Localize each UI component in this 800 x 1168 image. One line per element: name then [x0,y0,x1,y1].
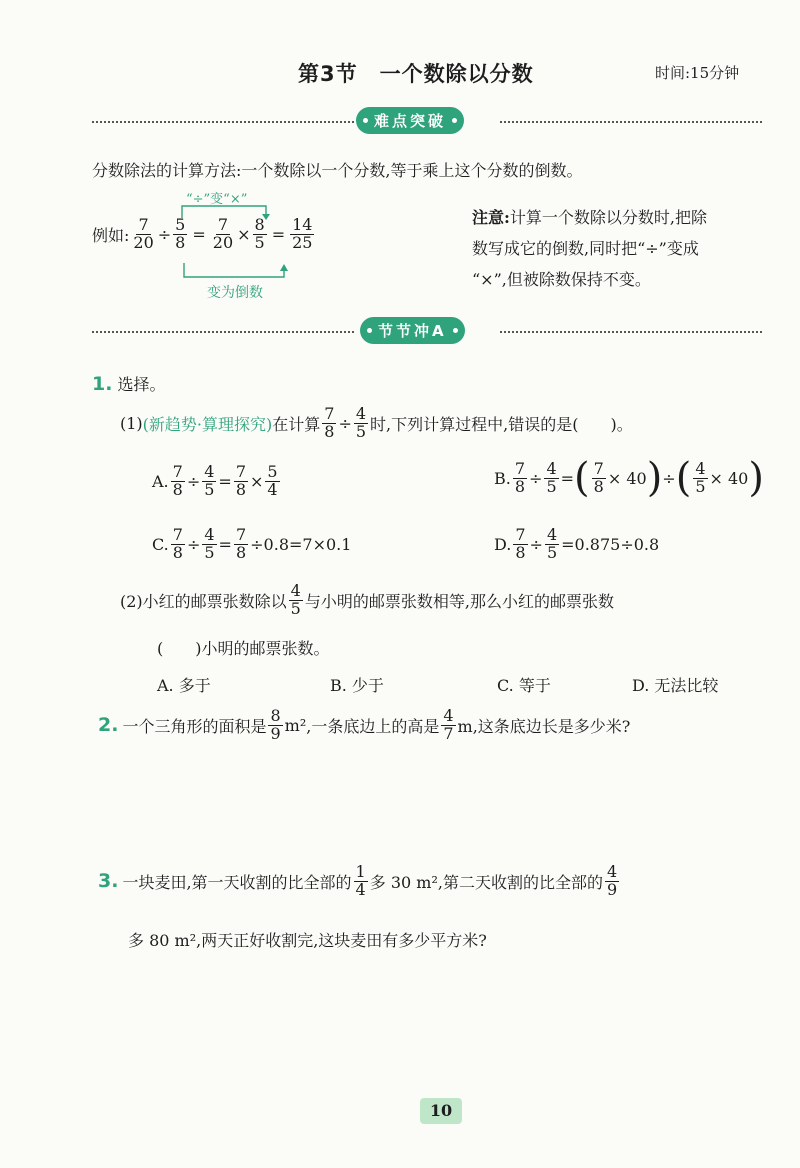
option-c[interactable]: C. $\frac{7}{8}$ ÷ $\frac{4}{5}$ = $\frac{7}{8}$ ÷0.8=7×0.1 [152,525,352,562]
p2-option-d[interactable]: D. 无法比较 [632,676,719,695]
note-line-2: 数写成它的倒数,同时把“÷”变成 [472,239,699,258]
part-text: 时,下列计算过程中,错误的是( )。 [370,414,633,434]
part-label: (1) [120,413,143,433]
annotation-top: “÷”变“×” [186,192,248,207]
question-2 [98,708,630,743]
annotation-bottom: 变为倒数 [207,285,263,301]
section-badge-practice: 节节冲A [360,317,465,344]
example-fraction: $\frac{8}{5}$ [254,215,265,252]
divider-left [92,331,354,333]
question-1-part-2-line-2: ( )小明的邮票张数。 [157,639,330,658]
fraction: $\frac{4}{9}$ [606,862,618,899]
option-d[interactable]: D. $\frac{7}{8}$ ÷ $\frac{4}{5}$ =0.875÷0.8 [494,525,660,562]
unit: m² [284,715,307,735]
times-sign: × [237,224,251,244]
question-text: 一个三角形的面积是 [122,716,267,736]
divide-sign: ÷ [338,413,352,433]
rule-text: 分数除法的计算方法:一个数除以一个分数,等于乘上这个分数的倒数。 [92,161,583,180]
equals-sign: = [271,224,286,244]
option-label: B. [494,468,511,488]
option-label: C. [152,534,169,554]
divider-right [500,331,762,333]
question-text: ,一条底边上的高是 [306,716,440,736]
page-number: 10 [420,1098,462,1124]
time-limit: 时间:15分钟 [655,64,740,82]
note-line-1: 计算一个数除以分数时,把除 [509,208,708,227]
note-label: 注意: [472,208,510,227]
fraction: $\frac{1}{4}$ [355,862,366,899]
part-text: 在计算 [272,414,321,434]
example-fraction: $\frac{7}{20}$ [212,215,234,252]
fraction: $\frac{7}{8}$ [324,404,335,441]
fraction: $\frac{4}{7}$ [443,706,454,743]
part-text: (2)小红的邮票张数除以 [120,591,287,611]
option-a[interactable]: A. $\frac{7}{8}$ ÷ $\frac{4}{5}$ = $\frac{7}{8}$ × $\frac{5}{4}$ [152,462,278,499]
p2-option-c[interactable]: C. 等于 [497,676,551,695]
trend-tag: (新趋势·算理探究) [142,414,273,434]
example-fraction: $\frac{7}{20}$ [133,215,154,252]
question-text: m,这条底边长是多少米? [457,716,631,736]
page-title: 第3节 一个数除以分数 [298,62,534,86]
question-text: 多 30 m²,第二天收割的比全部的 [369,872,603,892]
example-fraction: $\frac{5}{8}$ [175,215,186,252]
p2-option-b[interactable]: B. 少于 [330,676,384,695]
note-line-3: “×”,但被除数保持不变。 [472,270,651,289]
divider-left [92,121,354,123]
question-text: 一块麦田,第一天收割的比全部的 [122,872,352,892]
question-1-part-2 [120,583,614,618]
question-3-line-2: 多 80 m²,两天正好收割完,这块麦田有多少平方米? [128,931,487,950]
fraction: $\frac{4}{5}$ [290,581,301,618]
option-label: A. [152,471,169,491]
option-b[interactable]: B. $\frac{7}{8}$ ÷ $\frac{4}{5}$ = ( $\frac{7}{8}$ × 40 ) ÷ ( $\frac{4}{5}$ × 40 ) [494,455,764,501]
p2-option-a[interactable]: A. 多于 [157,676,211,695]
fraction: $\frac{4}{5}$ [355,404,367,441]
question-1-title: 选择。 [117,375,166,394]
question-number: 2. [98,714,119,737]
example-result: $\frac{14}{25}$ [292,215,313,252]
divider-right [500,121,762,123]
note-box [472,202,707,295]
fraction: $\frac{8}{9}$ [270,706,281,743]
section-badge-difficulty: 难点突破 [356,107,464,134]
question-number: 1. [92,373,113,395]
part-text: 与小明的邮票张数相等,那么小红的邮票张数 [304,591,614,611]
example-label: 例如: [92,225,130,245]
divide-sign: ÷ [157,224,172,244]
question-3 [98,864,621,899]
option-label: D. [494,534,512,554]
question-number: 3. [98,870,119,893]
equals-sign: = [192,224,206,244]
question-1-part-1 [120,406,633,441]
example-equation [92,217,316,252]
question-1-heading [92,372,166,395]
